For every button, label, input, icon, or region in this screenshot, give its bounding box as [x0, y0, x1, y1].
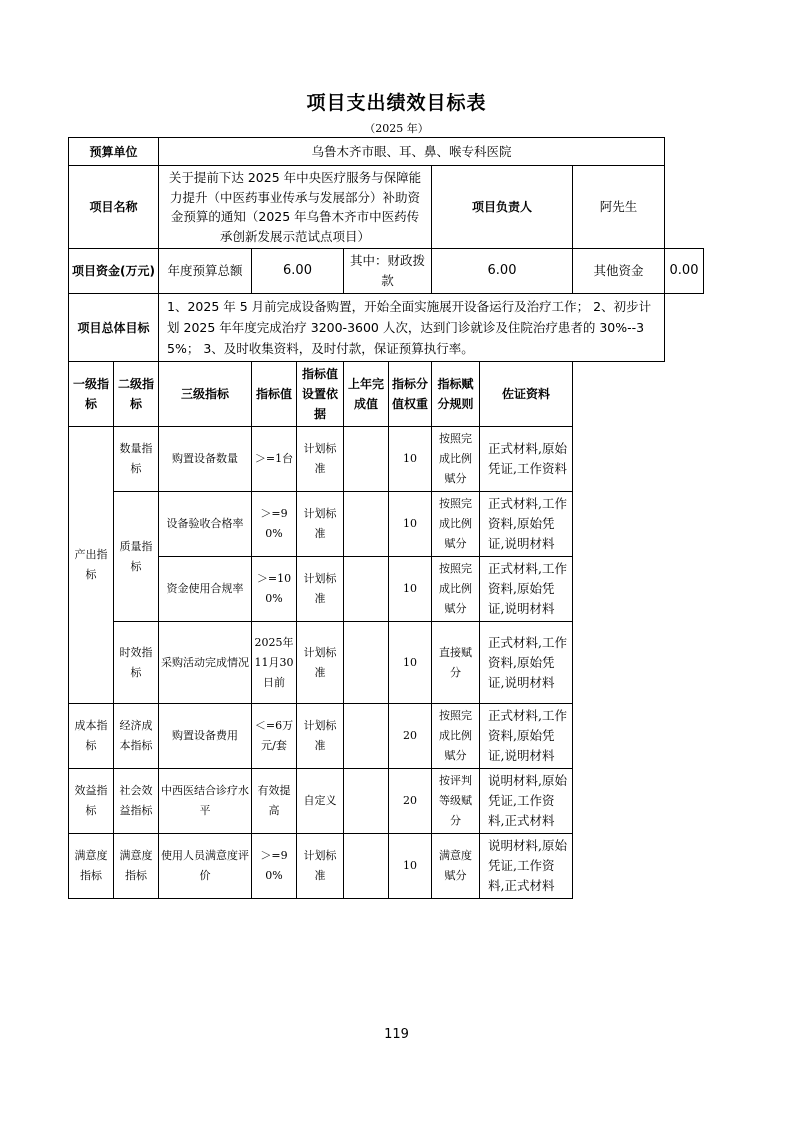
level3-cell: 购置设备费用 — [159, 704, 252, 769]
weight-cell: 10 — [389, 557, 432, 622]
level2-cell: 时效指标 — [114, 622, 159, 704]
weight-cell: 20 — [389, 704, 432, 769]
header-weight: 指标分值权重 — [389, 362, 432, 427]
level3-cell: 设备验收合格率 — [159, 492, 252, 557]
other-funds-value: 0.00 — [665, 249, 704, 294]
document-title: 项目支出绩效目标表 — [306, 92, 487, 114]
level2-cell: 满意度指标 — [114, 834, 159, 899]
basis-cell: 计划标准 — [297, 427, 344, 492]
table-row — [69, 622, 704, 704]
last-year-cell — [344, 704, 389, 769]
value-cell: ＜=6万元/套 — [252, 704, 297, 769]
header-evidence: 佐证资料 — [480, 362, 573, 427]
table-row — [69, 769, 704, 834]
basis-cell: 计划标准 — [297, 834, 344, 899]
level2-cell: 质量指标 — [114, 492, 159, 622]
rule-cell: 按照完成比例赋分 — [432, 704, 480, 769]
level3-cell: 采购活动完成情况 — [159, 622, 252, 704]
unit-value: 乌鲁木齐市眼、耳、鼻、喉专科医院 — [159, 138, 665, 166]
table-row — [69, 557, 704, 622]
basis-cell: 计划标准 — [297, 557, 344, 622]
evidence-cell: 正式材料,工作资料,原始凭证,说明材料 — [480, 622, 573, 704]
evidence-cell: 说明材料,原始凭证,工作资料,正式材料 — [480, 834, 573, 899]
rule-cell: 按照完成比例赋分 — [432, 492, 480, 557]
rule-cell: 按评判等级赋分 — [432, 769, 480, 834]
rule-cell: 直接赋分 — [432, 622, 480, 704]
other-funds-label: 其他资金 — [573, 249, 665, 294]
level2-cell: 社会效益指标 — [114, 769, 159, 834]
level2-cell: 经济成本指标 — [114, 704, 159, 769]
evidence-cell: 说明材料,原始凭证,工作资料,正式材料 — [480, 769, 573, 834]
project-name-value: 关于提前下达 2025 年中央医疗服务与保障能力提升（中医药事业传承与发展部分）补助资金预算的通知（2025 年乌鲁木齐市中医药传承创新发展示范试点项目） — [159, 166, 432, 249]
basis-cell: 计划标准 — [297, 704, 344, 769]
header-last-year: 上年完成值 — [344, 362, 389, 427]
document-year: （2025 年） — [364, 122, 429, 135]
rule-cell: 按照完成比例赋分 — [432, 557, 480, 622]
group-benefit: 效益指标 — [69, 769, 114, 834]
level3-cell: 使用人员满意度评价 — [159, 834, 252, 899]
table-row — [69, 427, 704, 492]
evidence-cell: 正式材料,原始凭证,工作资料 — [480, 427, 573, 492]
header-row — [69, 362, 704, 427]
header-level3: 三级指标 — [159, 362, 252, 427]
last-year-cell — [344, 834, 389, 899]
header-value: 指标值 — [252, 362, 297, 427]
basis-cell: 自定义 — [297, 769, 344, 834]
value-cell: ＞=90% — [252, 834, 297, 899]
header-level2: 二级指标 — [114, 362, 159, 427]
unit-label: 预算单位 — [69, 138, 159, 166]
last-year-cell — [344, 492, 389, 557]
goal-label: 项目总体目标 — [69, 294, 159, 362]
table-row — [69, 492, 704, 557]
last-year-cell — [344, 557, 389, 622]
fiscal-value: 6.00 — [432, 249, 573, 294]
funds-label: 项目资金(万元) — [69, 249, 159, 294]
goal-row — [69, 294, 704, 362]
evidence-cell: 正式材料,工作资料,原始凭证,说明材料 — [480, 492, 573, 557]
weight-cell: 10 — [389, 622, 432, 704]
level2-cell: 数量指标 — [114, 427, 159, 492]
unit-row — [69, 138, 704, 166]
value-cell: 2025年11月30日前 — [252, 622, 297, 704]
table-row — [69, 704, 704, 769]
project-name-label: 项目名称 — [69, 166, 159, 249]
level3-cell: 中西医结合诊疗水平 — [159, 769, 252, 834]
header-level1: 一级指标 — [69, 362, 114, 427]
last-year-cell — [344, 622, 389, 704]
project-leader-label: 项目负责人 — [432, 166, 573, 249]
rule-cell: 按照完成比例赋分 — [432, 427, 480, 492]
value-cell: ＞=100% — [252, 557, 297, 622]
project-name-row — [69, 166, 704, 249]
performance-table — [68, 137, 704, 899]
evidence-cell: 正式材料,工作资料,原始凭证,说明材料 — [480, 557, 573, 622]
last-year-cell — [344, 427, 389, 492]
goal-value: 1、2025 年 5 月前完成设备购置，开始全面实施展开设备运行及治疗工作； 2、初步计划 2025 年年度完成治疗 3200-3600 人次，达到门诊就诊及住院治疗患者的 30%--35%； 3、及时收集资料，及时付款，保证预算执行率。 — [159, 294, 665, 362]
level3-cell: 购置设备数量 — [159, 427, 252, 492]
basis-cell: 计划标准 — [297, 622, 344, 704]
page-number: 119 — [384, 1027, 409, 1042]
weight-cell: 10 — [389, 492, 432, 557]
evidence-cell: 正式材料,工作资料,原始凭证,说明材料 — [480, 704, 573, 769]
value-cell: 有效提高 — [252, 769, 297, 834]
level3-cell: 资金使用合规率 — [159, 557, 252, 622]
header-basis: 指标值设置依据 — [297, 362, 344, 427]
rule-cell: 满意度赋分 — [432, 834, 480, 899]
table-row — [69, 834, 704, 899]
group-output: 产出指标 — [69, 427, 114, 704]
annual-budget-value: 6.00 — [252, 249, 344, 294]
last-year-cell — [344, 769, 389, 834]
weight-cell: 20 — [389, 769, 432, 834]
basis-cell: 计划标准 — [297, 492, 344, 557]
fiscal-label: 其中：财政拨款 — [344, 249, 432, 294]
weight-cell: 10 — [389, 427, 432, 492]
project-leader-value: 阿先生 — [573, 166, 665, 249]
annual-budget-label: 年度预算总额 — [159, 249, 252, 294]
group-cost: 成本指标 — [69, 704, 114, 769]
funds-row — [69, 249, 704, 294]
value-cell: ＞=1台 — [252, 427, 297, 492]
weight-cell: 10 — [389, 834, 432, 899]
header-rule: 指标赋分规则 — [432, 362, 480, 427]
group-satisfaction: 满意度指标 — [69, 834, 114, 899]
value-cell: ＞=90% — [252, 492, 297, 557]
